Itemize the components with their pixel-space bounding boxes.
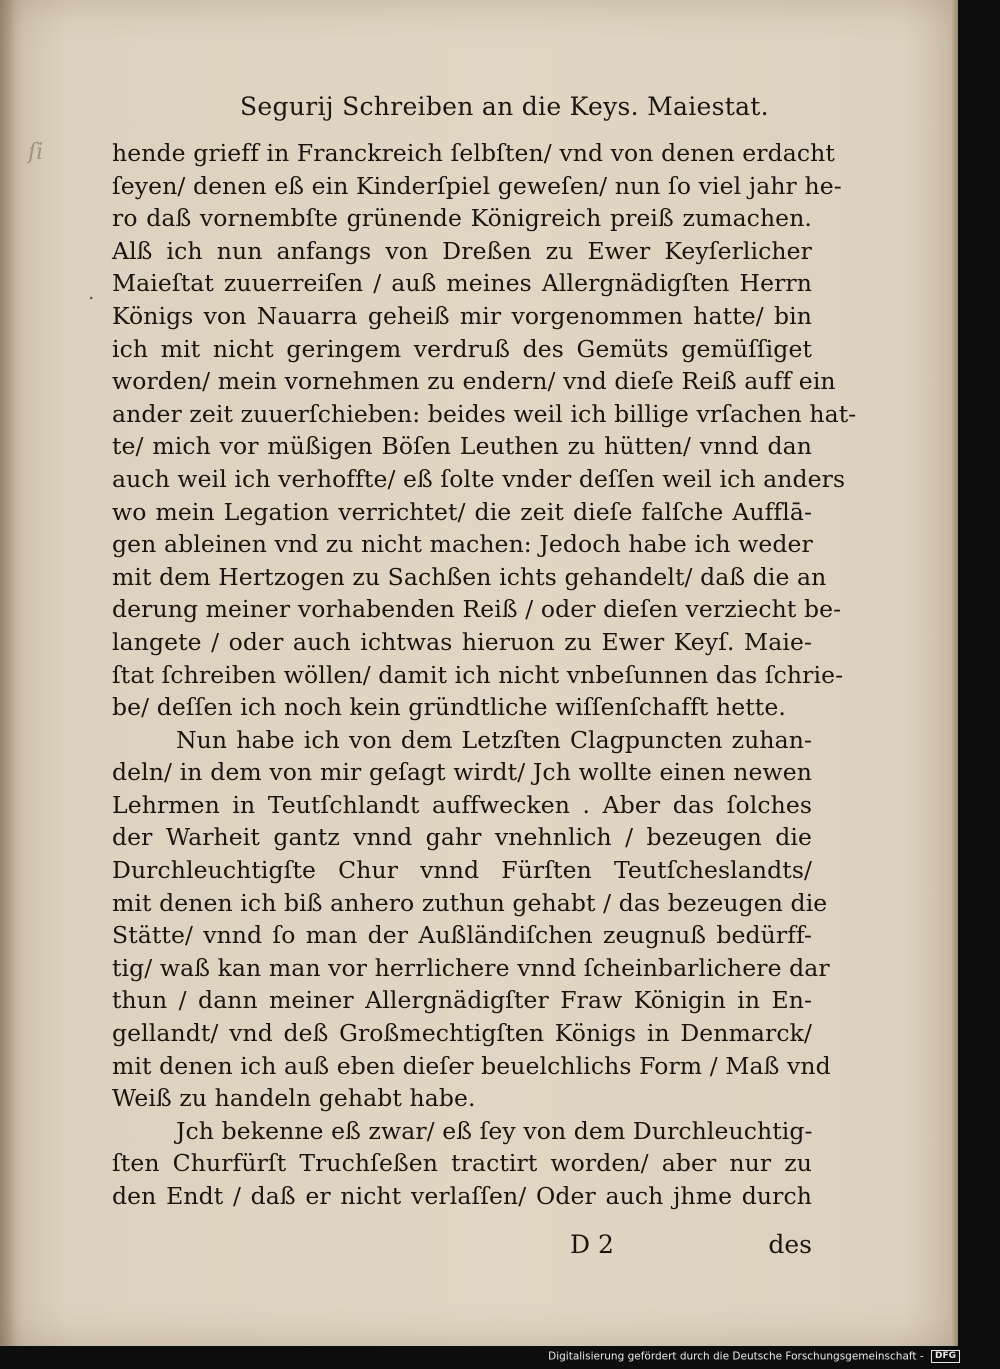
text-line-3: ro daß vornembſte grünende Königreich preiß zumachen. [112, 204, 812, 233]
text-line-2: ſeyen/ denen eß ein Kinderſpiel geweſen/ nun ſo viel jahr he- [112, 171, 842, 200]
binding-shadow [0, 0, 16, 1346]
text-line-29: mit denen ich auß eben dieſer beuelchlichs Form / Maß vnd [112, 1051, 831, 1080]
text-line-9: ander zeit zuuerſchieben: beides weil ich billige vrſachen hat- [112, 399, 857, 428]
text-line-28: gellandt/ vnd deß Großmechtigſten Königs in Denmarck/ [112, 1019, 812, 1048]
text-line-4: Alß ich nun anfangs von Dreßen zu Ewer Keyſerlicher [112, 236, 812, 265]
text-line-31: Jch bekenne eß zwar/ eß ſey von dem Durchleuchtig- [176, 1116, 813, 1145]
text-line-15: derung meiner vorhabenden Reiß / oder dieſen verziecht be- [112, 595, 842, 624]
text-line-14: mit dem Hertzogen zu Sachßen ichts gehandelt/ daß die an [112, 562, 827, 591]
body-text [112, 137, 857, 1213]
text-line-1: hende grieff in Franckreich ſelbſten/ vnd von denen erdacht [112, 139, 835, 167]
text-line-7: ich mit nicht geringem verdruß des Gemüts gemüſſiget [112, 334, 812, 363]
signature-mark: D 2 [570, 1230, 614, 1259]
text-line-16: langete / oder auch ichtwas hieruon zu Ewer Keyſ. Maie- [112, 627, 812, 656]
text-line-12: wo mein Legation verrichtet/ die zeit dieſe falſche Aufflā- [112, 497, 812, 526]
text-line-32: ſten Churfürſt Truchſeßen tractirt worden/ aber nur zu [112, 1149, 812, 1178]
text-line-23: Durchleuchtigſte Chur vnnd Fürſten Teutſcheslandts/ [112, 856, 812, 885]
text-line-30: Weiß zu handeln gehabt habe. [112, 1084, 476, 1113]
credit-text: Digitalisierung gefördert durch die Deutsche Forschungsgemeinschaft - [548, 1350, 924, 1363]
catchword: des [768, 1230, 812, 1259]
text-line-18: be/ deſſen ich noch kein gründtliche wiſſenſchafft hette. [112, 693, 786, 722]
text-line-11: auch weil ich verhoffte/ eß ſolte vnder deſſen weil ich anders [112, 464, 846, 493]
text-line-26: tig/ waß kan man vor herrlichere vnnd ſcheinbarlichere dar [112, 953, 830, 982]
text-line-21: Lehrmen in Teutſchlandt auffwecken . Aber das ſolches [112, 790, 812, 819]
text-line-5: Maieſtat zuuerreiſen / auß meines Allergnädigſten Herrn [112, 269, 812, 298]
text-line-25: Stätte/ vnnd ſo man der Außländiſchen zeugnuß bedürff- [112, 921, 812, 950]
margin-dot: . [88, 280, 95, 304]
text-line-24: mit denen ich biß anhero zuthun gehabt / das bezeugen die [112, 888, 828, 917]
text-line-19: Nun habe ich von dem Letzſten Clagpuncten zuhan- [176, 725, 812, 754]
text-line-8: worden/ mein vornehmen zu endern/ vnd dieſe Reiß auff ein [112, 367, 836, 396]
text-line-22: der Warheit gantz vnnd gahr vnehnlich / bezeugen die [112, 823, 812, 852]
running-head: Segurij Schreiben an die Keys. Maiestat. [240, 92, 769, 121]
page-foot [560, 1230, 812, 1266]
text-line-20: deln/ in dem von mir geſagt wirdt/ Jch wollte einen newen [112, 758, 812, 787]
margin-annotation: ſi [28, 140, 44, 165]
text-line-13: gen ableinen vnd zu nicht machen: Jedoch habe ich weder [112, 530, 813, 559]
text-line-33: den Endt / daß er nicht verlaſſen/ Oder auch jhme durch [112, 1182, 812, 1210]
text-line-6: Königs von Nauarra geheiß mir vorgenommen hatte/ bin [112, 301, 812, 330]
page-edge [952, 0, 958, 1346]
text-line-10: te/ mich vor müßigen Böſen Leuthen zu hütten/ vnnd dan [112, 432, 812, 461]
dfg-logo: DFG [931, 1350, 960, 1363]
text-line-17: ſtat ſchreiben wöllen/ damit ich nicht vnbeſunnen das ſchrie- [112, 660, 844, 689]
text-line-27: thun / dann meiner Allergnädigſter Fraw Königin in En- [112, 986, 812, 1015]
digitization-credit [548, 1350, 960, 1363]
